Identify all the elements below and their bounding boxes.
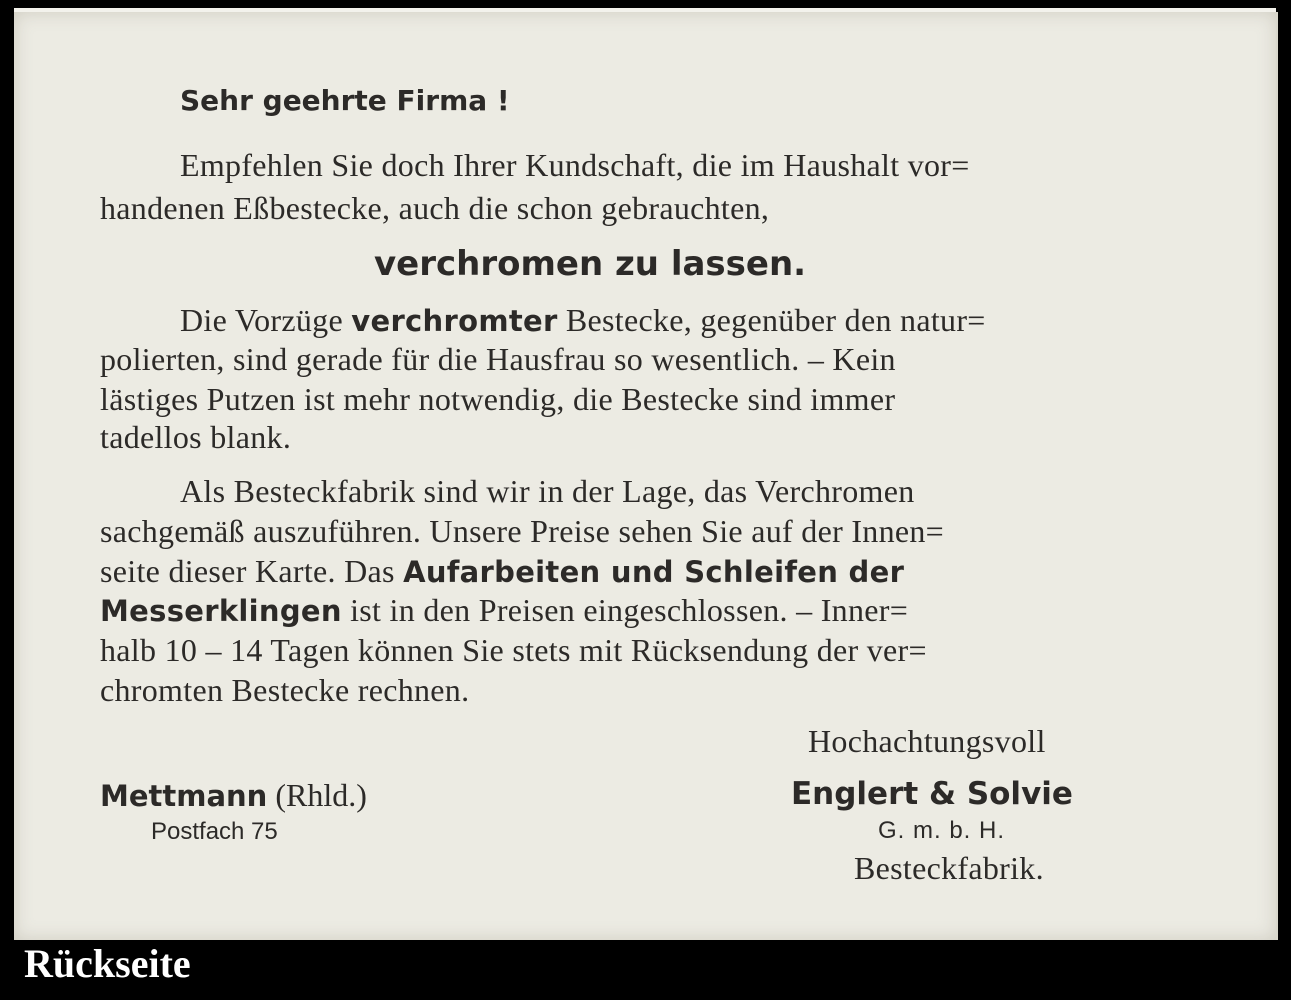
para3-line4-end: ist in den Preisen eingeschlossen. – Inner=	[341, 592, 909, 628]
para3-line6: chromten Bestecke rechnen.	[100, 672, 470, 708]
para3-emphasis-1: Aufarbeiten und Schleifen der	[403, 555, 905, 589]
para2-emphasis: verchromter	[351, 304, 558, 338]
postbox: Postfach 75	[151, 818, 278, 845]
para2-line2: polierten, sind gerade für die Hausfrau so wesentlich. – Kein	[100, 341, 896, 377]
para2-line1-end: Bestecke, gegenüber den natur=	[557, 302, 986, 338]
para3-line1: Als Besteckfabrik sind wir in der Lage, das Verchromen	[180, 473, 915, 509]
company-form: G. m. b. H.	[878, 817, 1006, 844]
para1-line2: handenen Eßbestecke, auch die schon gebrauchten,	[100, 190, 770, 226]
para2-line1	[180, 302, 986, 339]
para1-line1: Empfehlen Sie doch Ihrer Kundschaft, die im Haushalt vor=	[180, 147, 970, 183]
location-line	[100, 777, 367, 814]
para3-line5: halb 10 – 14 Tagen können Sie stets mit Rücksendung der ver=	[100, 632, 927, 668]
para3-line3-start: seite dieser Karte. Das	[100, 553, 404, 589]
para2-line3: lästiges Putzen ist mehr notwendig, die Bestecke sind immer	[100, 381, 896, 417]
para3-line3	[100, 553, 904, 590]
headline: verchromen zu lassen.	[374, 244, 807, 284]
company-type: Besteckfabrik.	[854, 850, 1044, 886]
city: Mettmann	[100, 779, 268, 813]
back-side-caption: Rückseite	[24, 941, 191, 986]
company-name: Englert & Solvie	[791, 776, 1073, 812]
salutation: Sehr geehrte Firma !	[180, 84, 510, 117]
para3-emphasis-2: Messerklingen	[100, 594, 342, 628]
para2-line1-start: Die Vorzüge	[180, 302, 352, 338]
closing: Hochachtungsvoll	[808, 723, 1046, 759]
region: (Rhld.)	[267, 777, 367, 813]
para3-line2: sachgemäß auszuführen. Unsere Preise sehen Sie auf der Innen=	[100, 513, 945, 549]
para3-line4	[100, 592, 908, 629]
para2-line4: tadellos blank.	[100, 419, 292, 455]
